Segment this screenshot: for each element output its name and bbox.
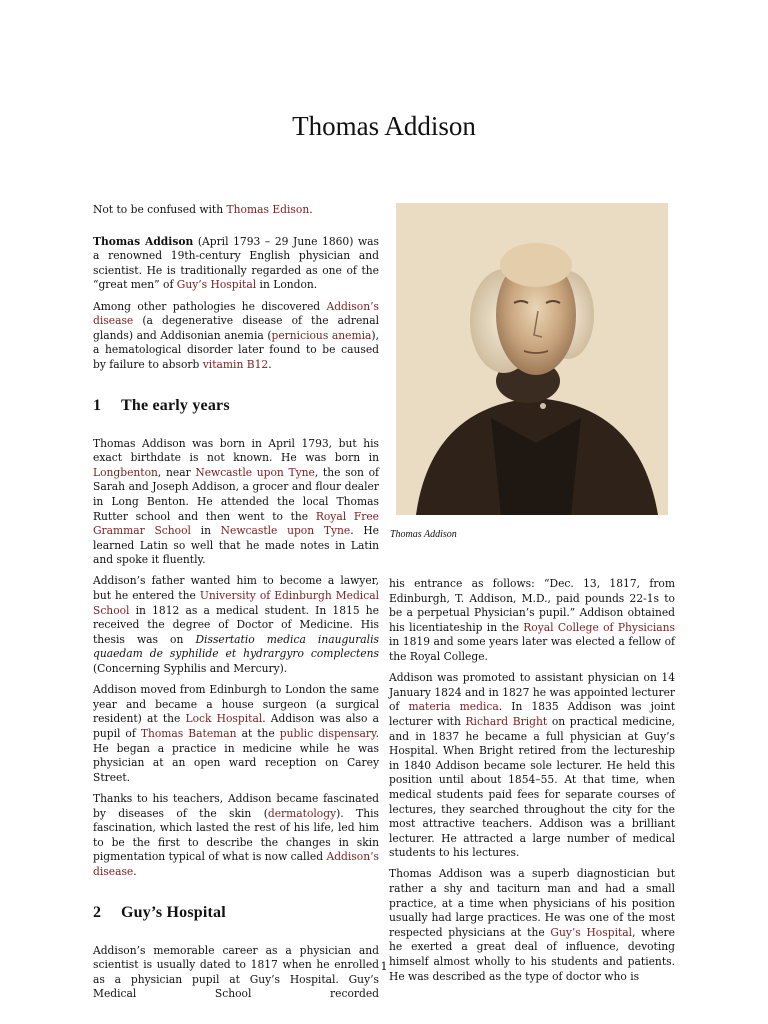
link-thomas-bateman[interactable]: Thomas Bateman (140, 727, 237, 740)
link-pernicious-anemia[interactable]: pernicious anemia (271, 328, 372, 342)
left-column (93, 203, 379, 1009)
body-text: Thomas Addison was a superb diagnostician but rather a shy and taciturn man and had a small practice, at a time when physicians of his position usually had large practices. He was one of the most respected physicians at the (389, 867, 675, 939)
section-title: Guy’s Hospital (121, 903, 226, 921)
body-text: in 1819 and some years later was elected a fellow of the Royal College. (389, 635, 675, 663)
section-heading-guys-hospital (93, 903, 379, 923)
intro-text: ), a hematological disorder later found to be caused by failure to absorb (93, 328, 379, 371)
link-materia-medica[interactable]: materia medica (408, 700, 499, 714)
body-text: Addison moved from Edinburgh to London the same year and became a house surgeon (a surgical resident) at the (93, 683, 379, 726)
body-text: on practical medicine, and in 1837 he became a full physician at Guy’s Hospital. When Bright retired from the lectureship in 1840 Addison became sole lecturer. He held this position until about 1854–55. At that time, when medical students paid fees for separate courses of lectures, they searched throughout the city for the most attractive teachers. Addison was a brilliant lecturer. He attracted a large number of medical students to his lectures. (389, 714, 675, 860)
intro-text: (a degenerative disease of the adrenal glands) and Addisonian anemia ( (93, 314, 379, 342)
article-subject-bold: Thomas Addison (93, 234, 194, 248)
body-text: , where he exerted a great deal of influence, devoting himself almost wholly to his students and patients. He was described as the type of doctor who is (389, 925, 675, 983)
guys-hospital-paragraph-2 (389, 671, 675, 861)
hatnote-suffix: . (309, 203, 313, 216)
link-public-dispensary[interactable]: public dispensary (279, 727, 376, 740)
link-newcastle-upon-tyne[interactable]: Newcastle upon Tyne (195, 465, 315, 479)
guys-hospital-paragraph-1: Addison’s memorable career as a physician and scientist is usually dated to 1817 when he enrolled as a physician pupil at Guy’s Hospital. Guy’s Medical School recorded (93, 943, 379, 1001)
intro-text: (April 1793 – 29 June 1860) was a renowned 19th-century English physician and scientist. He is traditionally regarded as one of the “great men” of (93, 234, 379, 292)
body-text: . He learned Latin so well that he made notes in Latin and spoke it fluently. (93, 524, 379, 567)
body-text: (Concerning Syphilis and Mercury). (93, 662, 288, 676)
body-text: Thanks to his teachers, Addison became fascinated by diseases of the skin ( (93, 791, 379, 820)
link-royal-college-of-physicians[interactable]: Royal College of Physicians (523, 620, 675, 634)
link-newcastle-upon-tyne[interactable]: Newcastle upon Tyne (220, 524, 351, 538)
link-richard-bright[interactable]: Richard Bright (465, 714, 548, 728)
body-text: . He began a practice in medicine while he was physician at an open ward reception on Carey Street. (93, 727, 379, 784)
section-heading-early-years (93, 396, 379, 416)
portrait-photo (396, 203, 668, 515)
link-addisons-disease[interactable]: Addison’s disease (93, 850, 379, 878)
body-text: in 1812 as a medical student. In 1815 he received the degree of Doctor of Medicine. His thesis was on (93, 603, 379, 646)
section-number: 2 (93, 903, 102, 921)
page-title: Thomas Addison (292, 111, 476, 141)
body-text: . (133, 864, 137, 878)
page-number: 1 (380, 960, 388, 973)
body-text: Thomas Addison was born in April 1793, but his exact birthdate is not known. He was born in (93, 436, 379, 465)
link-university-of-edinburgh-medical-school[interactable]: University of Edinburgh Medical School (93, 589, 379, 617)
intro-text: in London. (256, 278, 318, 292)
body-text: in (190, 524, 221, 538)
body-text: . Addison was also a pupil of (93, 712, 379, 740)
link-lock-hospital[interactable]: Lock Hospital (185, 712, 263, 726)
link-guys-hospital[interactable]: Guy’s Hospital (550, 925, 633, 939)
body-text: Addison’s father wanted him to become a lawyer, but he entered the (93, 574, 379, 603)
body-text: Addison was promoted to assistant physician on 14 January 1824 and in 1827 he was appointed lecturer of (389, 671, 675, 714)
portrait-illustration (396, 203, 668, 515)
link-addisons-disease[interactable]: Addison’s disease (93, 299, 379, 328)
early-years-paragraph-4 (93, 792, 379, 880)
link-longbenton[interactable]: Longbenton (93, 465, 158, 479)
body-text: , the son of Sarah and Joseph Addison, a grocer and flour dealer in Long Benton. He attended the local Thomas Rutter school and then went to the (93, 465, 379, 523)
figure-caption: Thomas Addison (390, 529, 457, 540)
hatnote-text: Not to be confused with (93, 203, 227, 216)
section-number: 1 (93, 396, 102, 414)
intro-text: Among other pathologies he discovered (93, 299, 327, 313)
early-years-paragraph-3 (93, 683, 379, 785)
intro-paragraph-1 (93, 235, 379, 293)
thesis-title: Dissertatio medica inauguralis quaedam de syphilide et hydrargyro complectens (93, 632, 379, 661)
link-vitamin-b12[interactable]: vitamin B12 (202, 357, 269, 371)
early-years-paragraph-1 (93, 437, 379, 568)
section-title: The early years (121, 396, 230, 414)
intro-text: . (268, 357, 272, 371)
body-text: , near (157, 465, 196, 479)
hatnote (93, 203, 379, 218)
link-thomas-edison[interactable]: Thomas Edison (226, 203, 310, 216)
body-text: at the (236, 727, 280, 740)
early-years-paragraph-2 (93, 574, 379, 676)
body-text: . In 1835 Addison was joint lecturer with (389, 700, 675, 728)
right-column (389, 577, 675, 991)
body-text: ). This fascination, which lasted the rest of his life, led him to be the first to describe the changes in skin pigmentation typical of what is now called (93, 806, 379, 864)
intro-paragraph-2 (93, 300, 379, 373)
body-text: his entrance as follows: “Dec. 13, 1817, from Edinburgh, T. Addison, M.D., paid pounds 22-1s to be a perpetual Physician’s pupil.” Addison obtained his licentiateship in the (389, 577, 675, 634)
link-guys-hospital[interactable]: Guy’s Hospital (176, 278, 257, 292)
guys-hospital-paragraph-1-continued (389, 577, 675, 665)
link-dermatology[interactable]: dermatology (267, 806, 337, 820)
link-royal-free-grammar-school[interactable]: Royal Free Grammar School (93, 509, 379, 538)
